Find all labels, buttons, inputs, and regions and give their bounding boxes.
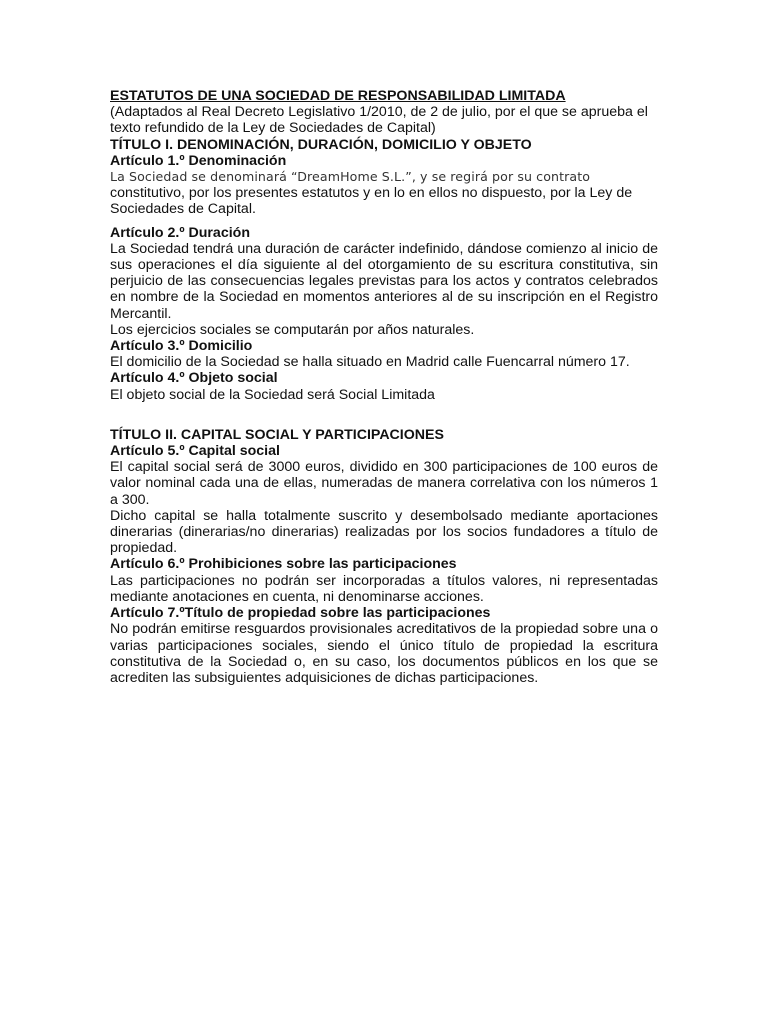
article-6-heading: Artículo 6.º Prohibiciones sobre las participaciones — [110, 556, 457, 573]
article-7-heading: Artículo 7.ºTítulo de propiedad sobre las participaciones — [110, 605, 491, 622]
article-5-heading: Artículo 5.º Capital social — [110, 443, 280, 460]
article-1-paragraph — [110, 169, 658, 218]
article-1-continuation: constitutivo, por los presentes estatutos y en lo en ellos no dispuesto, por la Ley de Sociedades de Capital. — [110, 185, 633, 218]
document-subtitle: (Adaptados al Real Decreto Legislativo 1/2010, de 2 de julio, por el que se aprueba el texto refundido de la Ley de Sociedades de Capital) — [110, 104, 648, 137]
article-5-paragraph-1: El capital social será de 3000 euros, dividido en 300 participaciones de 100 euros de valor nominal cada una de ellas, numeradas de manera correlativa con los números 1 a 300. — [110, 459, 658, 508]
document-page — [110, 88, 658, 686]
article-3-paragraph: El domicilio de la Sociedad se halla situado en Madrid calle Fuencarral número 17. — [110, 354, 630, 371]
article-1-first-line: La Sociedad se denominará “DreamHome S.L.”, y se regirá por su contrato — [110, 169, 591, 185]
article-4-heading: Artículo 4.º Objeto social — [110, 370, 278, 387]
article-3-heading: Artículo 3.º Domicilio — [110, 338, 253, 355]
article-2-paragraph-1: La Sociedad tendrá una duración de carácter indefinido, dándose comienzo al inicio de sus operaciones el día siguiente al del otorgamiento de su escritura constitutiva, sin perjuicio de las consecuencias legales previstas para los actos y contratos celebrados en nombre de la Sociedad en momentos anteriores al de su inscripción en el Registro Mercantil. — [110, 240, 658, 322]
article-1-heading: Artículo 1.º Denominación — [110, 152, 287, 169]
article-7-paragraph: No podrán emitirse resguardos provisionales acreditativos de la propiedad sobre una o varias participaciones sociales, siendo el único título de propiedad la escritura constitutiva de la Sociedad o, en su caso, los documentos públicos en los que se acrediten las subsiguientes adquisiciones de dichas participaciones. — [110, 621, 658, 686]
article-4-paragraph: El objeto social de la Sociedad será Social Limitada — [110, 386, 435, 403]
section-spacer — [110, 403, 658, 427]
article-6-paragraph: Las participaciones no podrán ser incorporadas a títulos valores, ni representadas mediante anotaciones en cuenta, ni denominarse acciones. — [110, 572, 658, 605]
article-2-paragraph-2: Los ejercicios sociales se computarán por años naturales. — [110, 321, 475, 338]
article-2-heading: Artículo 2.º Duración — [110, 224, 250, 241]
titulo-2-heading: TÍTULO II. CAPITAL SOCIAL Y PARTICIPACIONES — [110, 426, 444, 443]
titulo-1-heading: TÍTULO I. DENOMINACIÓN, DURACIÓN, DOMICILIO Y OBJETO — [110, 136, 532, 153]
article-5-paragraph-2: Dicho capital se halla totalmente suscrito y desembolsado mediante aportaciones dinerarias (dinerarias/no dinerarias) realizadas por los socios fundadores a título de propiedad. — [110, 507, 658, 557]
document-title: ESTATUTOS DE UNA SOCIEDAD DE RESPONSABILIDAD LIMITADA — [110, 88, 566, 104]
